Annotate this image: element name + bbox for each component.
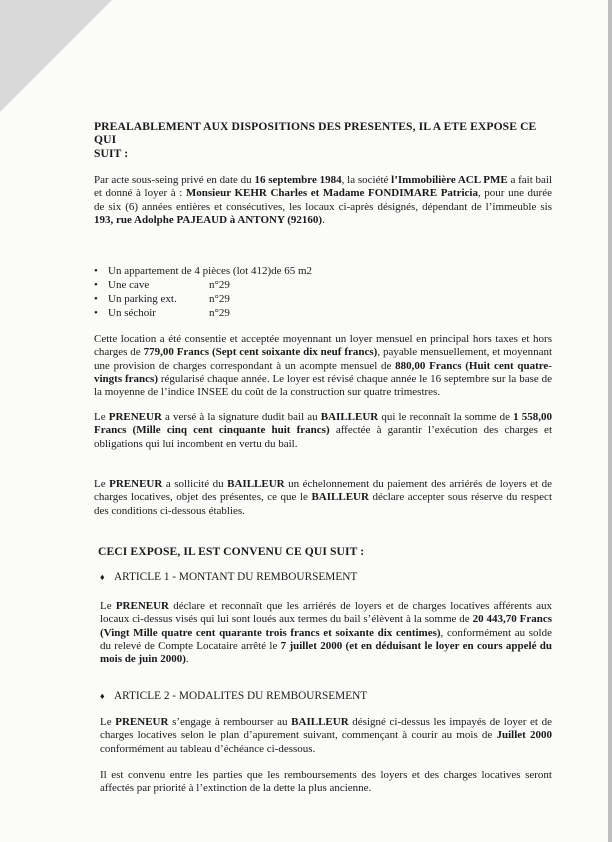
preamble-heading-line2: SUIT : (94, 146, 129, 160)
landlord-term: BAILLEUR (291, 716, 349, 728)
landlord-term: BAILLEUR (320, 411, 379, 423)
agreement-heading: CECI EXPOSE, IL EST CONVENU CE QUI SUIT : (98, 545, 365, 558)
request-paragraph (94, 478, 552, 518)
article1-heading (100, 571, 357, 584)
priority-paragraph: Il est convenu entre les parties que les remboursements des loyers et des charges locatives seront affectés par priorité à l’extinction de la dette la plus ancienne. (100, 769, 552, 795)
preamble-heading-line1: PREALABLEMENT AUX DISPOSITIONS DES PRESENTES, IL A ETE EXPOSE CE QUI (94, 120, 537, 147)
premise-number: n°29 (209, 307, 230, 319)
lease-date: 16 septembre 1984 (254, 174, 342, 186)
premise-number: n°29 (209, 279, 230, 291)
article1-title: ARTICLE 1 - MONTANT DU REMBOURSEMENT (114, 571, 358, 583)
premise-label: Un parking ext. (108, 293, 177, 305)
premises-list (94, 265, 394, 321)
deposit-paragraph (94, 411, 552, 451)
rent-paragraph (94, 333, 552, 399)
bullet: • (94, 293, 98, 305)
bullet: • (94, 307, 98, 319)
tenant-term: PRENEUR (115, 716, 169, 728)
bullet: • (94, 279, 98, 291)
text: Par acte sous-seing privé en date du (94, 174, 255, 186)
premise-label: Une cave (108, 279, 150, 291)
landlord-term: BAILLEUR (311, 491, 369, 504)
tenant-term: PRENEUR (108, 411, 162, 423)
premise-number: n°29 (209, 293, 230, 305)
article1-paragraph (100, 600, 552, 666)
text: , conformément au solde du relevé de Compte Locataire arrêté le (100, 626, 552, 652)
diamond-bullet-icon: ♦ (100, 572, 105, 582)
text: affectée à garantir l’exécution des charges et obligations qui lui incombent en vertu du bail. (94, 424, 552, 450)
text: désigné ci-dessus les impayés de loyer et de charges locatives selon le plan d’apurement suivant, commençant à courir au mois de (100, 716, 552, 742)
tenant-term: PRENEUR (109, 478, 163, 490)
text: Le (100, 600, 116, 612)
text: . (322, 213, 325, 226)
text: Cette location a été consentie et acceptée moyennant un loyer mensuel en principal hors taxes et hors charges de (94, 333, 552, 359)
rent-amount: 779,00 Francs (Sept cent soixante dix neuf francs) (143, 346, 378, 359)
text: déclare et reconnaît que les arriérés de loyers et de charges locatives afférents aux locaux ci-dessus visés qui lui sont loués aux termes du bail s’élèvent à la somme de (100, 600, 552, 626)
text: s’engage à rembourser au (168, 716, 292, 728)
premise-label: Un appartement de 4 pièces (lot 412)de 65 m2 (108, 265, 313, 277)
text: déclare accepter sous réserve du respect des conditions ci-dessous établies. (94, 491, 553, 517)
text: conformément au tableau d’échéance ci-dessous. (100, 742, 316, 755)
text: , la société (341, 174, 392, 186)
statement-date: 7 juillet 2000 (et en déduisant le loyer en cours appelé du mois de juin 2000) (100, 639, 552, 666)
text: a sollicité du (162, 478, 228, 490)
text: régularisé chaque année. Le loyer est révisé chaque année le 16 septembre sur la base de la moyenne de l’indice INSEE du coût de la construction sur quatre trimestres. (94, 372, 553, 399)
charges-amount: 880,00 Francs (Huit cent quatre-vingts francs) (94, 359, 552, 385)
article2-paragraph (100, 716, 552, 756)
premise-label: Un séchoir (108, 307, 156, 319)
diamond-bullet-icon: ♦ (100, 691, 105, 701)
arrears-amount: 20 443,70 Francs (Vingt Mille quatre cent quarante trois francs et soixante dix centimes) (100, 613, 552, 639)
text: Le (100, 716, 116, 728)
article2-heading (100, 690, 367, 703)
text: a versé à la signature dudit bail au (161, 411, 321, 423)
text: . (185, 653, 189, 666)
text: qui le reconnaît la somme de (378, 411, 514, 423)
landlord-company: l’Immobilière ACL PME (391, 174, 508, 186)
text: , payable mensuellement, et moyennant une provision de charges correspondant à un acompte mensuel de (94, 346, 553, 372)
page-edge-shadow (608, 0, 612, 842)
text: a fait bail et donné à loyer à : (94, 174, 552, 200)
tenant-names: Monsieur KEHR Charles et Madame FONDIMARE Patricia (185, 187, 478, 200)
preamble-heading (94, 120, 554, 160)
bullet: • (94, 265, 98, 277)
text: Le (94, 411, 109, 423)
landlord-term: BAILLEUR (227, 478, 285, 490)
deposit-amount: 1 558,00 Francs (Mille cinq cent cinquante huit francs) (94, 411, 552, 437)
property-address: 193, rue Adolphe PAJEAUD à ANTONY (92160) (94, 213, 323, 226)
article2-title: ARTICLE 2 - MODALITES DU REMBOURSEMENT (114, 690, 368, 702)
start-month: Juillet 2000 (496, 729, 552, 742)
text: Le (94, 478, 110, 490)
tenant-term: PRENEUR (115, 600, 169, 612)
text: , pour une durée de six (6) années entières et consécutives, les locaux ci-après désignés, dépendant de l’immeuble sis (94, 187, 552, 213)
lease-intro-paragraph (94, 174, 552, 227)
text: un échelonnement du paiement des arriérés de loyers et de charges locatives, objet des présentes, ce que le (94, 478, 552, 504)
